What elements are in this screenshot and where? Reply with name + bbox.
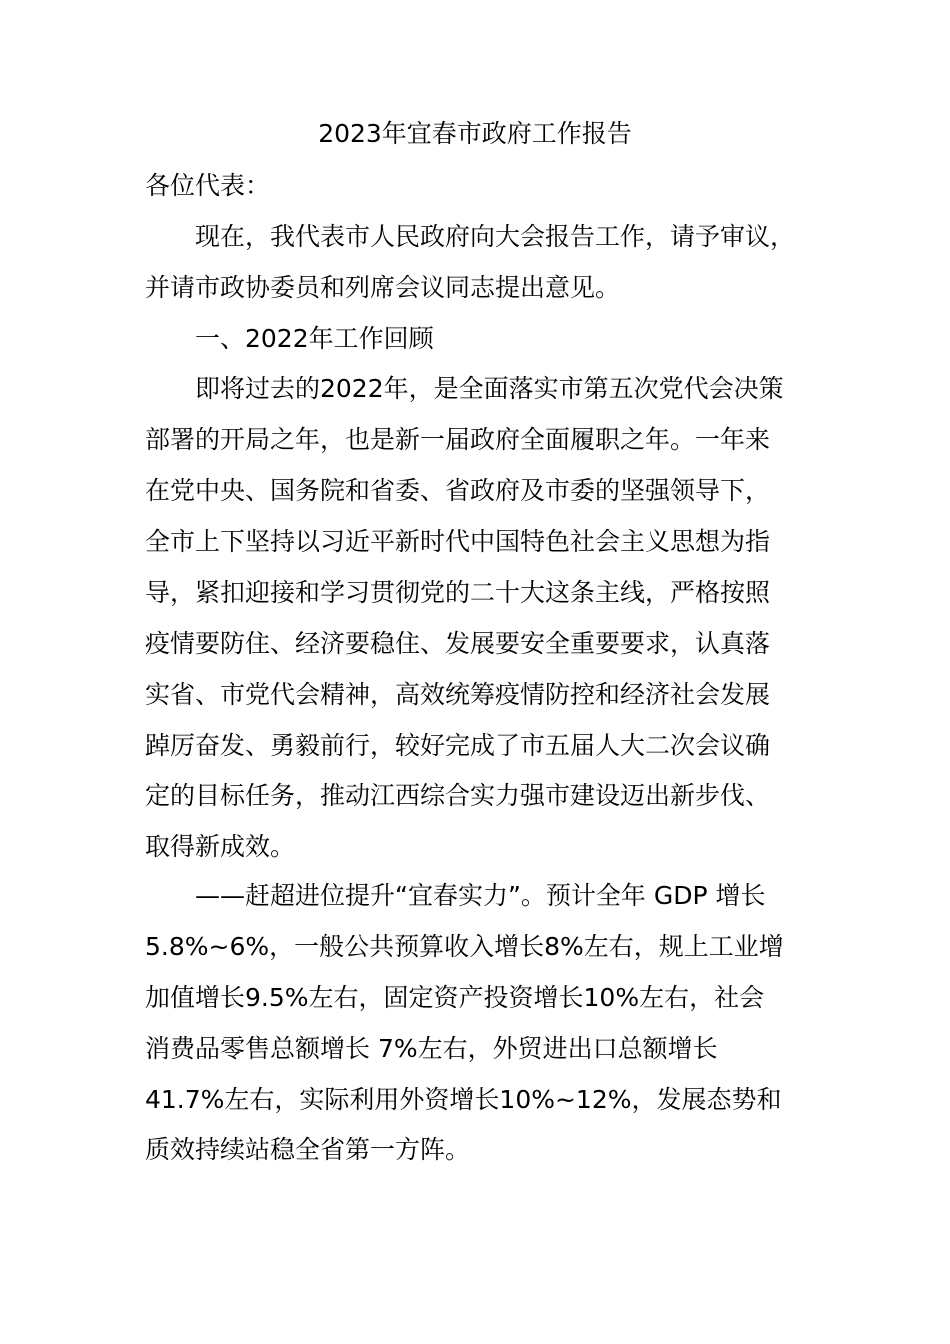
- paragraph-line: 41.7%左右，实际利用外资增长10%~12%，发展态势和: [145, 1085, 782, 1114]
- salutation: 各位代表：: [145, 171, 271, 200]
- paragraph-line: 定的目标任务，推动江西综合实力强市建设迈出新步伐、: [145, 781, 771, 810]
- paragraph-line: 全市上下坚持以习近平新时代中国特色社会主义思想为指: [145, 527, 771, 556]
- paragraph-line: 质效持续站稳全省第一方阵。: [145, 1135, 471, 1164]
- paragraph-line: 导，紧扣迎接和学习贯彻党的二十大这条主线，严格按照: [145, 578, 771, 607]
- paragraph-line: 取得新成效。: [145, 832, 296, 861]
- paragraph-line: 加值增长9.5%左右，固定资产投资增长10%左右，社会: [145, 983, 765, 1012]
- document-title: 2023年宜春市政府工作报告: [318, 119, 632, 148]
- paragraph-line: 踔厉奋发、勇毅前行，较好完成了市五届人大二次会议确: [145, 731, 771, 760]
- section-heading: 一、2022年工作回顾: [195, 324, 434, 353]
- paragraph-line: 现在，我代表市人民政府向大会报告工作，请予审议，: [195, 222, 796, 251]
- paragraph-line: 5.8%~6%，一般公共预算收入增长8%左右，规上工业增: [145, 932, 784, 961]
- paragraph-line: 消费品零售总额增长 7%左右，外贸进出口总额增长: [145, 1034, 718, 1063]
- paragraph-line: ——赶超进位提升“宜春实力”。预计全年 GDP 增长: [195, 881, 766, 910]
- paragraph-line: 即将过去的2022年，是全面落实市第五次党代会决策: [195, 374, 784, 403]
- paragraph-line: 在党中央、国务院和省委、省政府及市委的坚强领导下，: [145, 476, 771, 505]
- paragraph-line: 疫情要防住、经济要稳住、发展要安全重要要求，认真落: [145, 629, 771, 658]
- paragraph-line: 部署的开局之年，也是新一届政府全面履职之年。一年来: [145, 425, 771, 454]
- paragraph-line: 并请市政协委员和列席会议同志提出意见。: [145, 273, 621, 302]
- paragraph-line: 实省、市党代会精神，高效统筹疫情防控和经济社会发展: [145, 680, 771, 709]
